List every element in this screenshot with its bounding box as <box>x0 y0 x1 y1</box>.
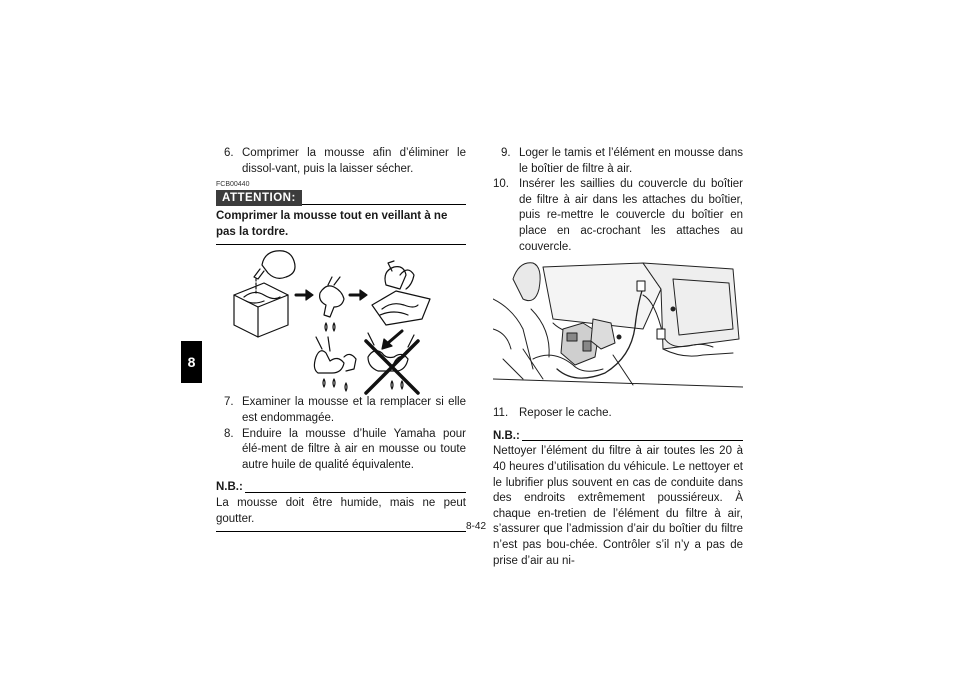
step-10 <box>493 177 743 255</box>
step-number: 7. <box>224 396 234 409</box>
note-header <box>493 429 743 445</box>
page-number: 8-42 <box>466 521 487 532</box>
step-11 <box>493 406 743 422</box>
foam-cleaning-illustration <box>216 245 466 395</box>
step-number: 10. <box>493 178 509 191</box>
reference-code: FCB00440 <box>216 181 250 189</box>
note-header <box>216 480 466 496</box>
note-text: La mousse doit être humide, mais ne peut goutter. <box>216 496 466 532</box>
step-text: Reposer le cache. <box>519 407 612 420</box>
step-number: 6. <box>224 147 234 159</box>
step-text: Loger le tamis et l’élément en mousse dans le boîtier de filtre à air. <box>519 147 743 175</box>
divider <box>302 204 466 205</box>
note-label: N.B.: <box>216 481 243 494</box>
divider <box>522 440 743 441</box>
note-text: Nettoyer l’élément du filtre à air toutes les 20 à 40 heures d’utilisation du véhicule. Le nettoyer et le lubrifier plus souvent en cas de conduite dans des endroits extrêmement poussiéreux. À chaque en-tretien de l’élément du filtre à air, s’assurer que l’admission d’air du boîtier du filtre n’est pas bou-chée. Contrôler s’il n’y a pas de prise d’air au ni- <box>493 445 743 567</box>
step-text: Examiner la mousse et la remplacer si elle est endommagée. <box>242 396 466 424</box>
step-number: 8. <box>224 427 234 440</box>
step-6 <box>216 146 466 177</box>
step-text: Comprimer la mousse afin d’éliminer le dissol-vant, puis la laisser sécher. <box>242 147 466 175</box>
step-number: 11. <box>493 407 509 420</box>
step-8 <box>216 427 466 474</box>
step-7 <box>216 395 466 426</box>
step-number: 9. <box>501 147 511 159</box>
attention-text: Comprimer la mousse tout en veillant à ne pas la tordre. <box>216 209 466 245</box>
attention-header <box>216 190 466 206</box>
right-column <box>493 146 743 573</box>
step-text: Insérer les saillies du couvercle du boîtier de filtre à air dans les attaches du boîtier, puis re-mettre le couvercle du boîtier en place en ac-crochant les attaches au couvercle. <box>519 178 743 253</box>
divider <box>245 492 466 493</box>
chapter-tab: 8 <box>181 341 202 383</box>
step-9 <box>493 146 743 177</box>
note-label: N.B.: <box>493 429 520 442</box>
attention-label: ATTENTION: <box>216 190 302 206</box>
step-text: Enduire la mousse d’huile Yamaha pour élé-ment de filtre à air en mousse ou toute autre huile de qualité équivalente. <box>242 427 466 471</box>
air-filter-box-photo <box>493 259 743 394</box>
left-column <box>216 146 466 532</box>
